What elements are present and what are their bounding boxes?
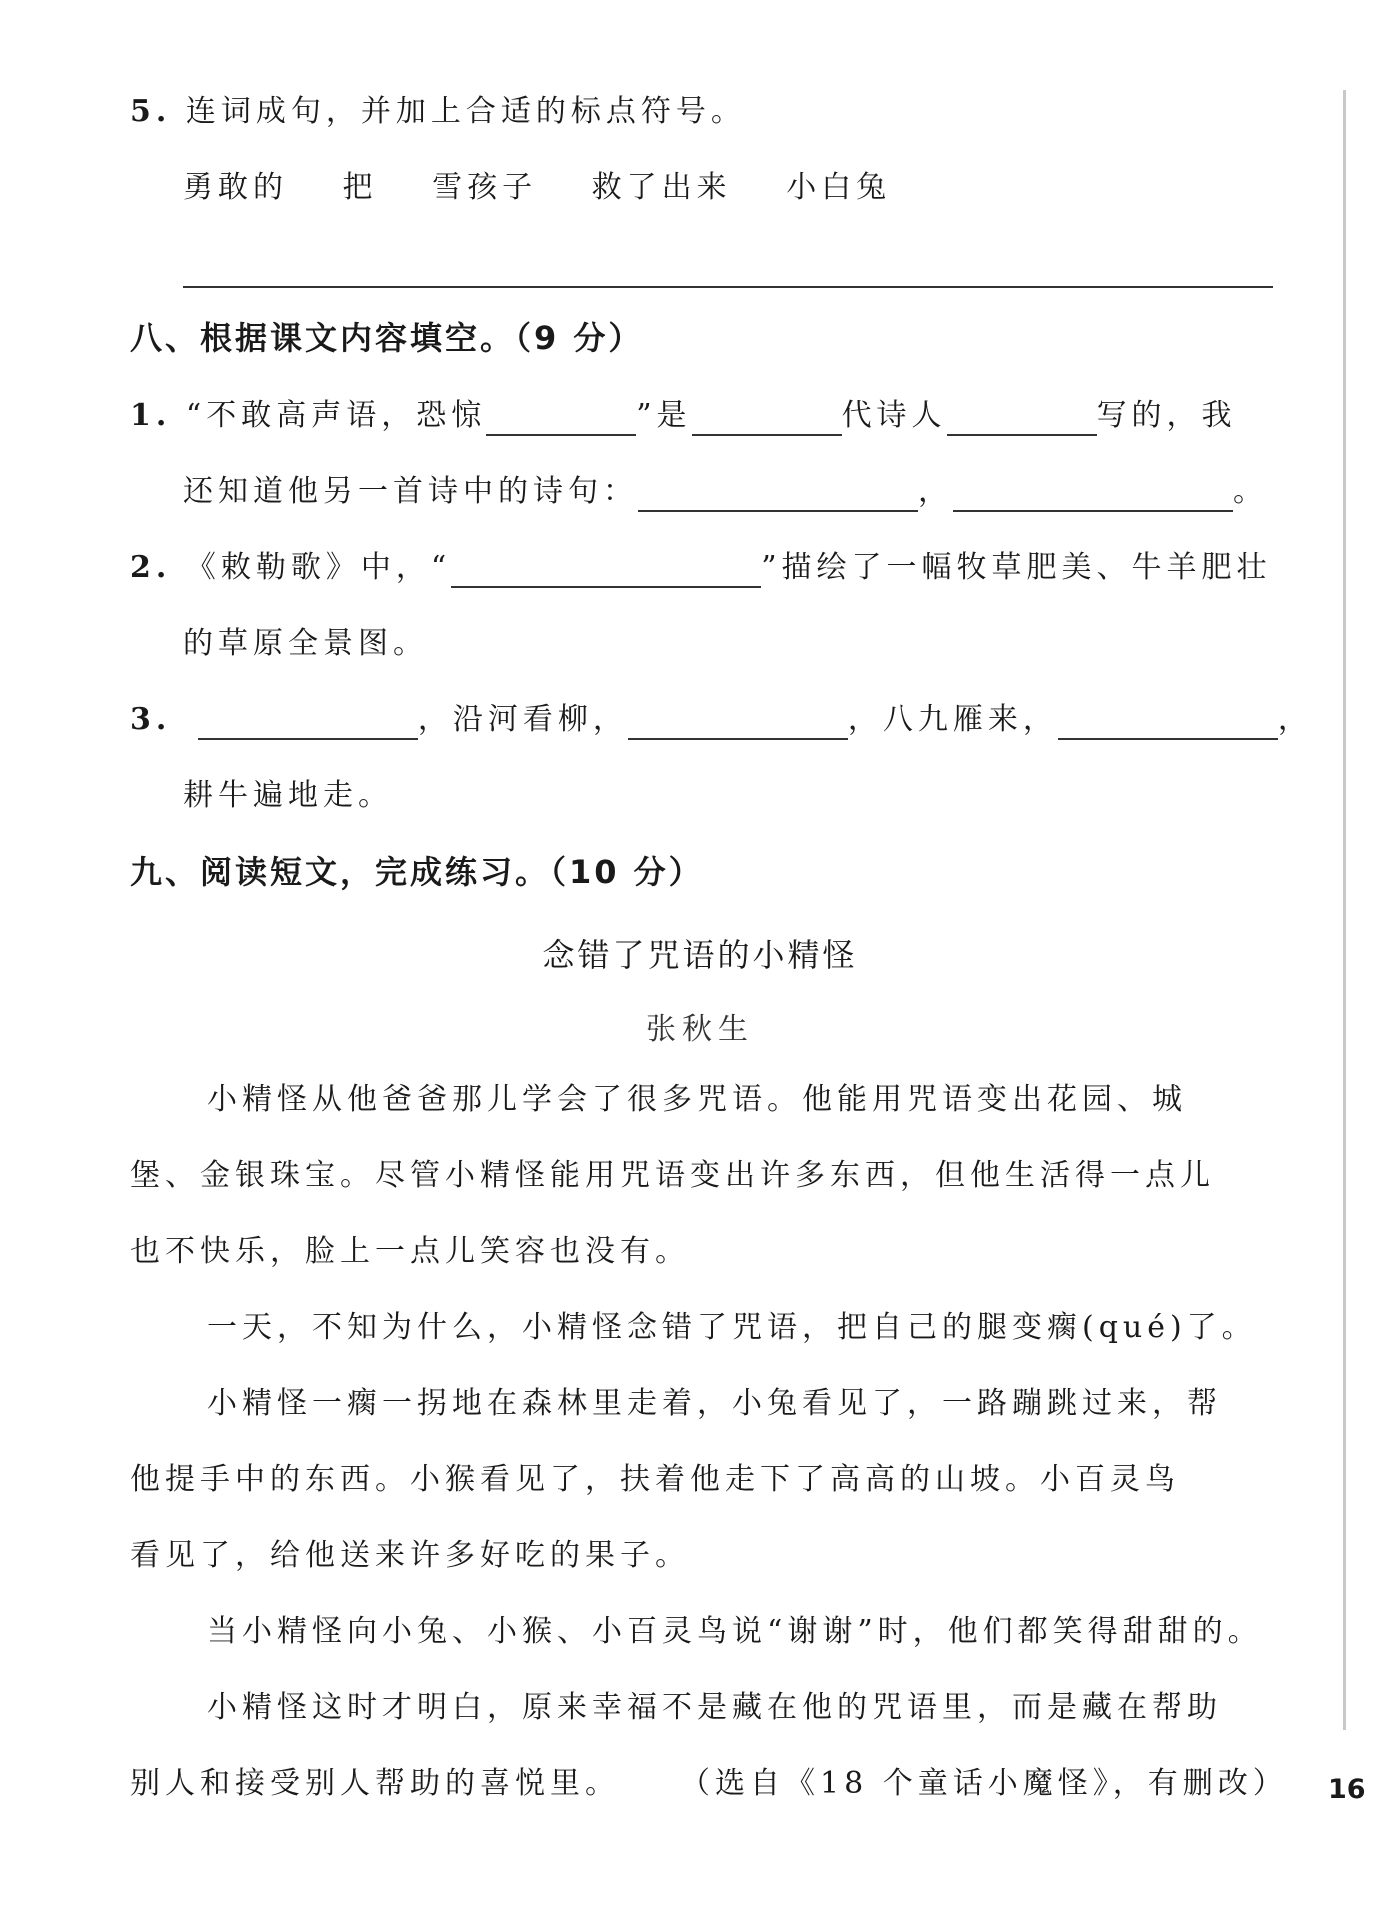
word: 小白兔 xyxy=(786,170,892,205)
section-8-heading: 八、根据课文内容填空。（9 分） xyxy=(130,319,644,357)
word: 勇敢的 xyxy=(183,170,288,205)
question-text: ”描绘了一幅牧草肥美、牛羊肥壮 xyxy=(761,550,1272,585)
fill-blank[interactable] xyxy=(692,402,842,436)
passage-line: 一天，不知为什么，小精怪念错了咒语，把自己的腿变瘸(qué)了。 xyxy=(207,1310,1257,1345)
fill-blank[interactable] xyxy=(947,402,1097,436)
passage-last-line xyxy=(130,1764,1288,1804)
question-8-2-line-2: 的草原全景图。 xyxy=(183,626,428,661)
passage-line: 别人和接受别人帮助的喜悦里。 xyxy=(130,1766,620,1801)
passage-title: 念错了咒语的小精怪 xyxy=(542,936,858,974)
word-list xyxy=(183,168,891,208)
fill-blank[interactable] xyxy=(638,478,918,512)
passage-line: 小精怪一瘸一拐地在森林里走着，小兔看见了，一路蹦跳过来，帮 xyxy=(207,1386,1222,1421)
passage-line: 看见了，给他送来许多好吃的果子。 xyxy=(130,1538,690,1573)
answer-blank-line[interactable] xyxy=(183,286,1273,288)
fill-blank[interactable] xyxy=(451,554,761,588)
question-text: ， xyxy=(918,474,953,509)
fill-blank[interactable] xyxy=(486,402,636,436)
fill-blank[interactable] xyxy=(1058,706,1278,740)
question-number: 1. xyxy=(130,398,172,433)
passage-line: 当小精怪向小兔、小猴、小百灵鸟说“谢谢”时，他们都笑得甜甜的。 xyxy=(207,1614,1263,1649)
question-8-1 xyxy=(130,396,1237,436)
question-text: 代诗人 xyxy=(841,398,947,433)
question-number: 2. xyxy=(130,550,172,585)
passage-line: 小精怪这时才明白，原来幸福不是藏在他的咒语里，而是藏在帮助 xyxy=(207,1690,1222,1725)
passage-author: 张秋生 xyxy=(646,1012,754,1047)
question-8-1-line-2 xyxy=(183,472,1268,512)
passage-line: 堡、金银珠宝。尽管小精怪能用咒语变出许多东西，但他生活得一点儿 xyxy=(130,1158,1215,1193)
fill-blank[interactable] xyxy=(198,706,418,740)
fill-blank[interactable] xyxy=(953,478,1233,512)
passage-line: 小精怪从他爸爸那儿学会了很多咒语。他能用咒语变出花园、城 xyxy=(207,1082,1187,1117)
question-number: 5. xyxy=(130,94,172,129)
passage-source: （选自《18 个童话小魔怪》，有删改） xyxy=(680,1766,1288,1801)
question-number: 3. xyxy=(130,702,172,737)
question-text: “不敢高声语，恐惊 xyxy=(185,398,487,433)
question-8-3 xyxy=(130,700,1313,740)
question-text: 还知道他另一首诗中的诗句： xyxy=(183,474,638,509)
page-edge-divider xyxy=(1343,90,1346,1730)
page-number: 16 xyxy=(1328,1774,1366,1805)
question-8-2 xyxy=(130,548,1272,588)
question-text: ，沿河看柳， xyxy=(417,702,628,737)
question-prompt: 连词成句，并加上合适的标点符号。 xyxy=(185,94,746,129)
question-8-3-line-2: 耕牛遍地走。 xyxy=(183,778,393,813)
fill-blank[interactable] xyxy=(628,706,848,740)
question-5 xyxy=(130,92,746,132)
word: 救了出来 xyxy=(591,170,732,205)
question-text: 。 xyxy=(1233,474,1268,509)
question-text: ”是 xyxy=(636,398,692,433)
question-text: ， xyxy=(1277,702,1313,737)
word: 把 xyxy=(342,170,378,205)
passage-line: 也不快乐，脸上一点儿笑容也没有。 xyxy=(130,1234,690,1269)
question-text: ，八九雁来， xyxy=(847,702,1058,737)
section-9-heading: 九、阅读短文，完成练习。（10 分） xyxy=(130,853,704,891)
question-text: 《敕勒歌》中，“ xyxy=(185,550,452,585)
question-text: 写的，我 xyxy=(1096,398,1237,433)
word: 雪孩子 xyxy=(432,170,538,205)
passage-line: 他提手中的东西。小猴看见了，扶着他走下了高高的山坡。小百灵鸟 xyxy=(130,1462,1180,1497)
